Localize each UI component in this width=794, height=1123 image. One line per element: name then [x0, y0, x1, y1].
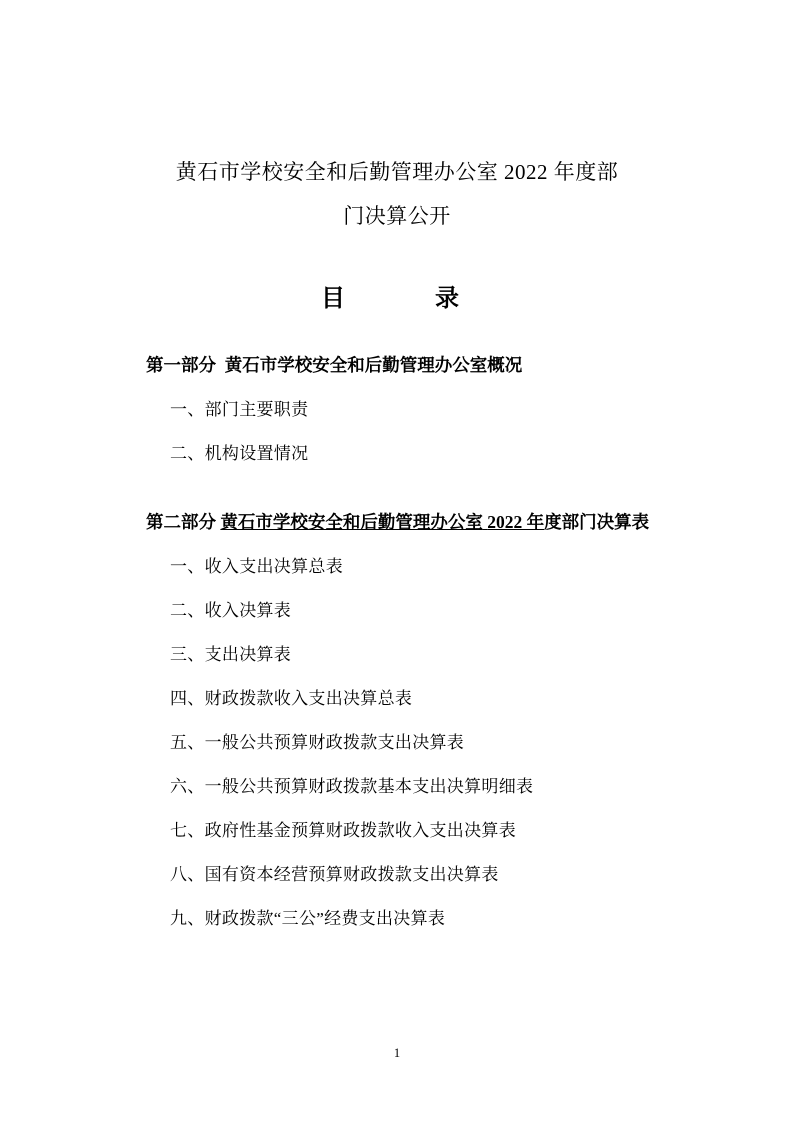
toc-item: 七、政府性基金预算财政拨款收入支出决算表: [170, 821, 516, 840]
part-two-heading: [118, 504, 676, 541]
part-two-title-year: 2022 年: [487, 512, 545, 532]
table-of-contents-heading: 目 录: [321, 286, 473, 312]
part-two-title-underlined: 黄石市学校安全和后勤管理办公室: [220, 512, 483, 532]
document-title: [118, 150, 676, 238]
toc-item: 八、国有资本经营预算财政拨款支出决算表: [170, 865, 499, 884]
part-one-label: 第一部分: [146, 355, 216, 375]
document-title-line-1: 黄石市学校安全和后勤管理办公室 2022 年度部: [175, 160, 619, 184]
toc-item: 二、机构设置情况: [170, 444, 309, 463]
part-two-title-rest: 度部门决算表: [544, 512, 650, 532]
document-title-line-2: 门决算公开: [343, 204, 451, 228]
toc-item: 三、支出决算表: [170, 645, 292, 664]
toc-item: 一、收入支出决算总表: [170, 557, 343, 576]
page-number: 1: [393, 1046, 401, 1060]
toc-item: 一、部门主要职责: [170, 400, 309, 419]
part-two-label: 第二部分: [146, 512, 216, 532]
part-one-title: 黄石市学校安全和后勤管理办公室概况: [224, 355, 523, 375]
toc-item: 九、财政拨款“三公”经费支出决算表: [170, 909, 446, 928]
section-spacer: [118, 476, 676, 492]
toc-item: 五、一般公共预算财政拨款支出决算表: [170, 733, 465, 752]
part-one-heading: [118, 347, 676, 384]
toc-item: 二、收入决算表: [170, 601, 292, 620]
toc-item: 四、财政拨款收入支出决算总表: [170, 689, 413, 708]
toc-item: 六、一般公共预算财政拨款基本支出决算明细表: [170, 777, 534, 796]
